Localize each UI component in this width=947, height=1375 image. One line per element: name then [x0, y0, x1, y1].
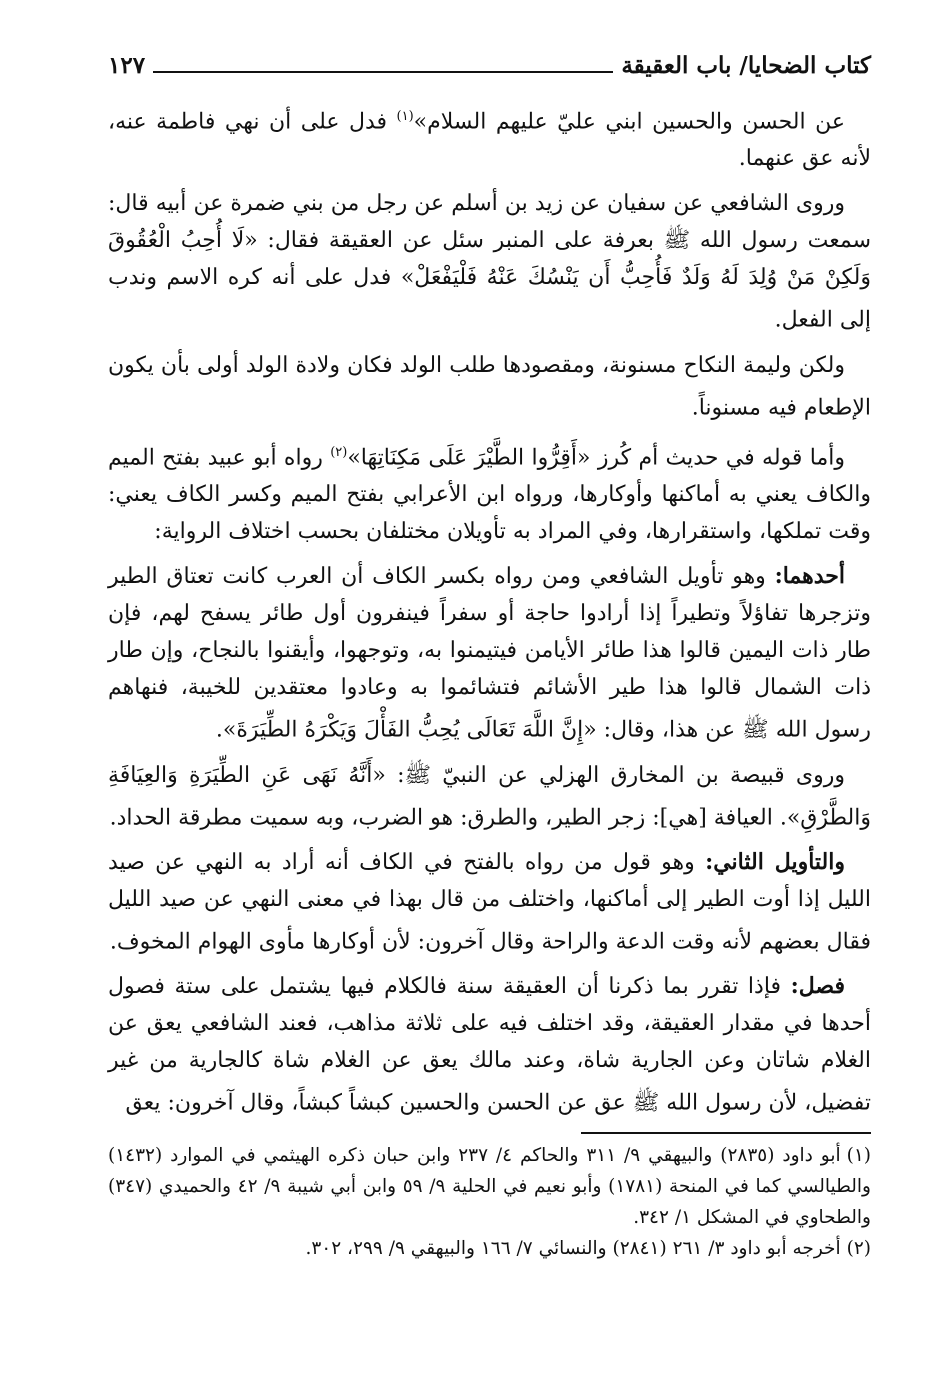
footnote-reference: (١) [396, 109, 414, 124]
footnote-mark: (٢) [846, 1237, 871, 1259]
paragraph-lead: والتأويل الثاني: [705, 848, 845, 875]
footnote-reference: (٢) [330, 444, 348, 460]
main-text [108, 98, 871, 1122]
footnotes [108, 1140, 871, 1264]
footnote-text: أخرجه أبو داود ٣/ ٢٦١ (٢٨٤١) والنسائي ٧/ ١٦٦ والبيهقي ٩/ ٢٩٩، ٣٠٢. [305, 1237, 841, 1259]
page-number: ١٢٧ [108, 52, 146, 79]
paragraph: والتأويل الثاني: وهو قول من رواه بالفتح في الكاف أنه أراد به النهي عن صيد الليل إذا أوت الطير إلى أماكنها، واختلف من قال بهذا في معنى النهي عن صيد الليل فقال بعضهم لأنه وقت الدعة والراحة وقال آخرون: لأن أوكارها مأوى الهوام المخوف. [108, 848, 871, 955]
paragraph-lead: فصل: [790, 973, 845, 1000]
chapter-title: كتاب الضحايا/ باب العقيقة [621, 52, 871, 79]
footnote-mark: (١) [846, 1144, 872, 1166]
footnote-text: أبو داود (٢٨٣٥) والبيهقي ٩/ ٣١١ والحاكم ٤/ ٢٣٧ وابن حبان ذكره الهيثمي في الموارد (١٤٣٢) والطيالسي كما في المنحة (١٧٨١) وأبو نعيم في الحلية ٩/ ٥٩ وابن أبي شيبة ٩/ ٤٢ والحميدي (٣٤٧) والطحاوي في المشكل ١/ ٣٤٢. [108, 1144, 871, 1228]
header-rule [153, 71, 613, 73]
paragraph-lead: أحدهما: [774, 563, 845, 590]
paragraph: وروى الشافعي عن سفيان عن زيد بن أسلم عن رجل من بني ضمرة عن أبيه قال: سمعت رسول الله ﷺ بعرفة على المنبر سئل عن العقيقة فقال: «لَا أُحِبُ الْعُقُوقَ وَلَكِنْ مَنْ وُلِدَ لَهُ وَلَدٌ فَأُحِبُّ أَن يَنْسُكَ عَنْهُ فَلْيَفْعَلْ» فدل على أنه كره الاسم وندب إلى الفعل. [108, 191, 871, 333]
paragraph: وأما قوله في حديث أم كُرز «أَقِرُّوا الطَّيْرَ عَلَى مَكِنَاتِهَا»$^{(٢)}$ رواه أبو عبيد بفتح الميم والكاف يعني به أماكنها وأوكارها، ورواه ابن الأعرابي بفتح الميم وكسر الكاف يعني: وقت تملكها، واستقرارها، وفي المراد به تأويلان مختلفان بحسب اختلاف الرواية: [108, 444, 871, 545]
running-header [108, 52, 871, 86]
paragraph: فصل: فإذا تقرر بما ذكرنا أن العقيقة سنة فالكلام فيها يشتمل على ستة فصول أحدها في مقدار العقيقة، وقد اختلف فيه على ثلاثة مذاهب، فعند الشافعي يعق عن الغلام شاتان وعن الجارية شاة، وعند مالك يعق عن الغلام شاة كالجارية من غير تفضيل، لأن رسول الله ﷺ عق عن الحسن والحسين كبشاً كبشاً، وقال آخرون: يعق [108, 973, 871, 1116]
paragraph: وروى قبيصة بن المخارق الهزلي عن النبيّ ﷺ: «أَنَّهُ نَهَى عَنِ الطِّيَرَةِ وَالعِيَافَةِ وَالطَّرْقِ». العيافة [هي]: زجر الطير، والطرق: هو الضرب، وبه سميت مطرقة الحداد. [108, 762, 871, 830]
paragraph: عن الحسن والحسين ابني عليّ عليهم السلام»$^{(١)}$ فدل على أن نهي فاطمة عنه، لأنه عق عنهما. [108, 109, 871, 172]
paragraph: ولكن وليمة النكاح مسنونة، ومقصودها طلب الولد فكان ولادة الولد أولى بأن يكون الإطعام فيه مسنوناً. [108, 352, 871, 420]
footnote [108, 1233, 871, 1264]
paragraph: أحدهما: وهو تأويل الشافعي ومن رواه بكسر الكاف أن العرب كانت تعتاق الطير وتزجرها تفاؤلاً وتطيراً إذا أرادوا حاجة أو سفراً فينفرون أول طائر يسفح لهم، فإن طار ذات اليمين قالوا هذا طائر الأيامن فيتيمنوا به، وتوجهوا، وأيقنوا بالنجاح، وإن طار ذات الشمال قالوا هذا طير الأشائم فتشائموا به وعادوا معتقدين للخيبة، فنهاهم رسول الله ﷺ عن هذا، وقال: «إِنَّ اللَّهَ تَعَالَى يُحِبُّ الفَأْلَ وَيَكْرَهُ الطِّيَرَةَ». [108, 563, 872, 743]
footnote-separator [581, 1132, 871, 1134]
footnote [108, 1140, 871, 1233]
